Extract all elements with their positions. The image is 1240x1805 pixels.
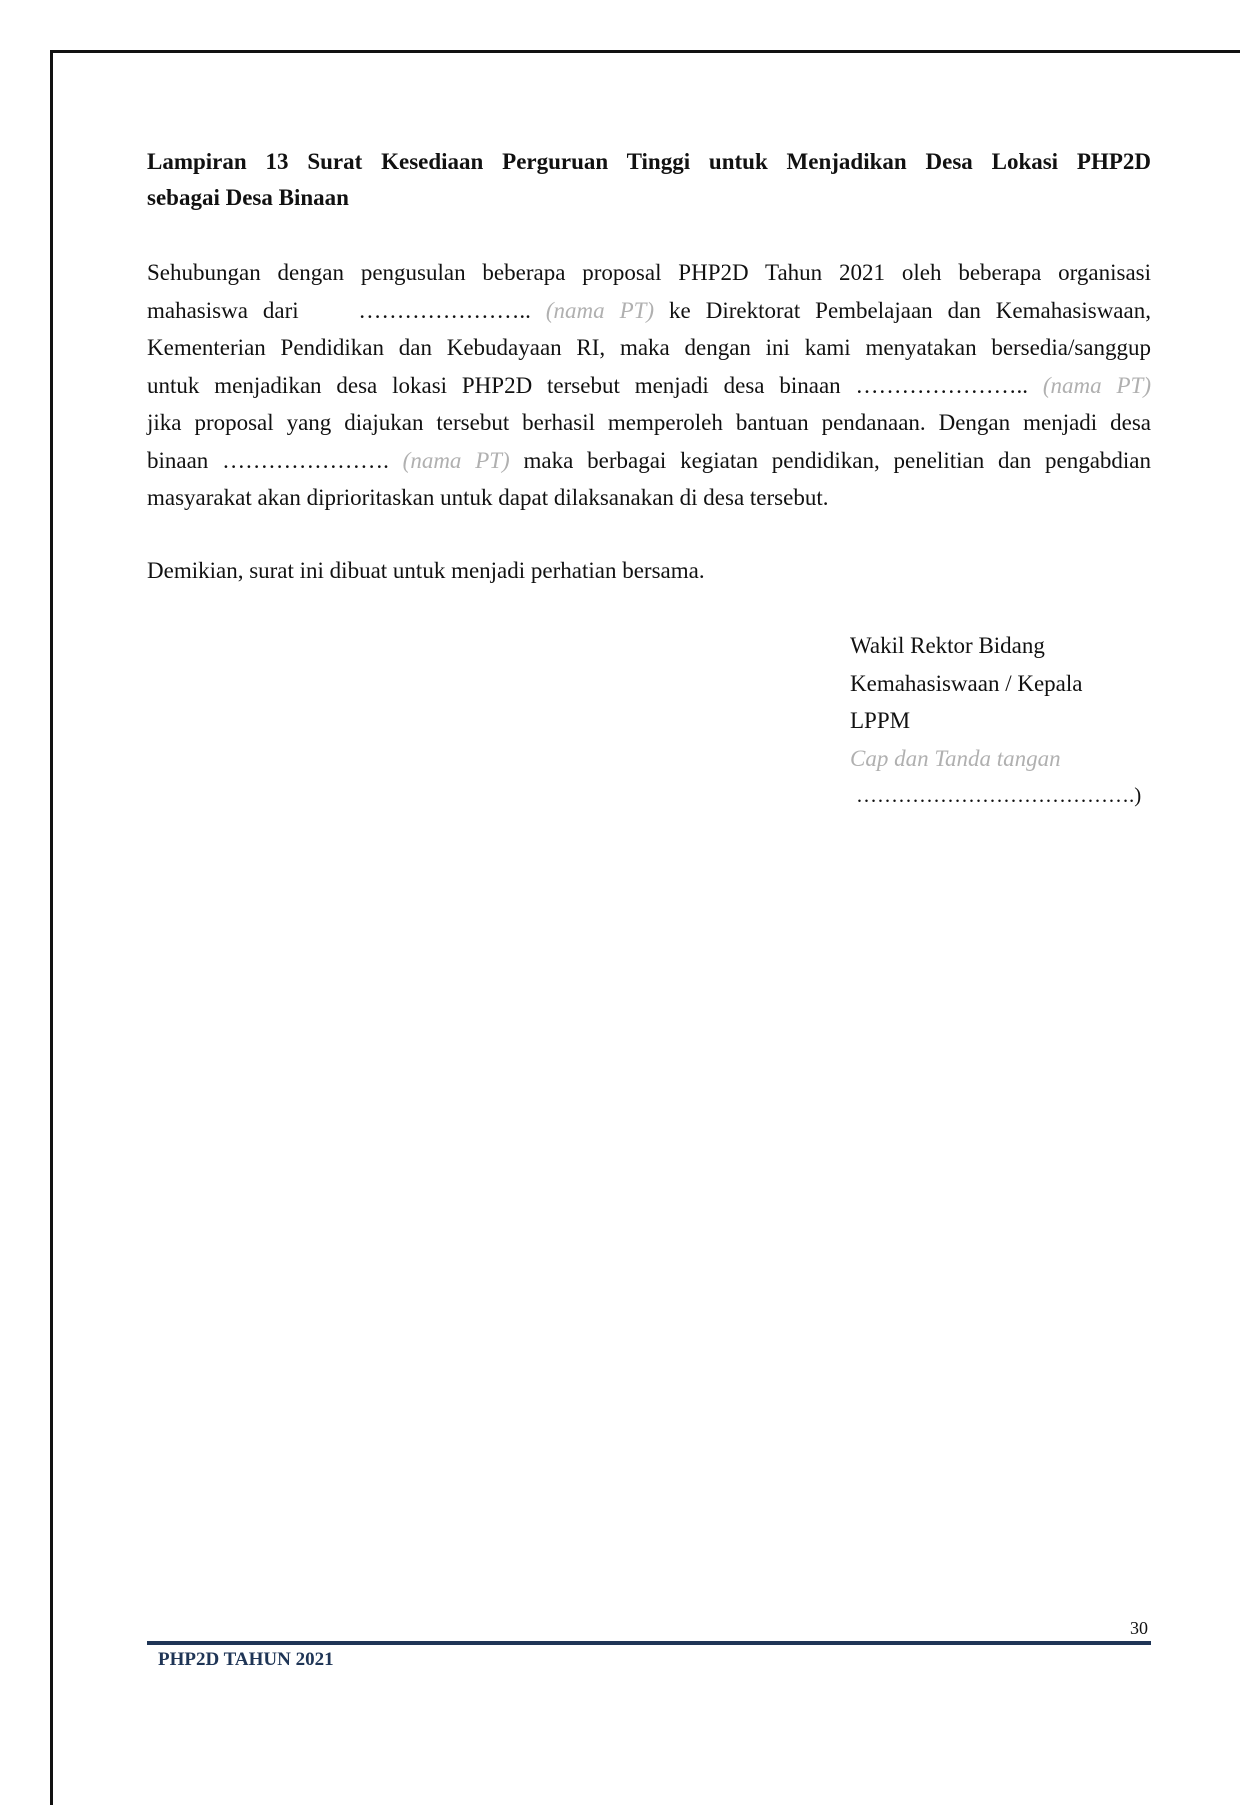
body-line-3: Kementerian Pendidikan dan Kebudayaan RI, maka dengan ini kami menyatakan bersedia/sanggup (147, 335, 1151, 360)
body-line-7: masyarakat akan diprioritaskan untuk dapat dilaksanakan di desa tersebut. (147, 485, 829, 510)
institution-name-dots-3: …………………. (222, 447, 389, 473)
body-line-5: jika proposal yang diajukan tersebut berhasil memperoleh bantuan pendanaan. Dengan menjadi desa (147, 410, 1151, 435)
institution-name-placeholder-2: (nama PT) (1042, 372, 1152, 398)
signatory-title-line-2: Kemahasiswaan / Kepala (850, 670, 1083, 696)
heading-line-1: Lampiran 13 Surat Kesediaan Perguruan Tinggi untuk Menjadikan Desa Lokasi PHP2D (147, 149, 1151, 174)
attachment-heading (147, 144, 1151, 216)
heading-line-2: sebagai Desa Binaan (147, 185, 349, 210)
footer-title: PHP2D TAHUN 2021 (158, 1649, 334, 1670)
signatory-title-line-3: LPPM (850, 708, 911, 733)
body-line-2-start: mahasiswa dari (147, 297, 299, 323)
stamp-signature-placeholder: Cap dan Tanda tangan (850, 745, 1061, 771)
signatory-name-line: ………………………………….) (856, 783, 1142, 807)
body-line-6 (147, 442, 1151, 480)
institution-name-placeholder-3: (nama PT) (402, 447, 510, 473)
body-line-1: Sehubungan dengan pengusulan beberapa proposal PHP2D Tahun 2021 oleh beberapa organisasi (147, 260, 1151, 285)
institution-name-placeholder-1: (nama PT) (545, 297, 655, 323)
letter-body-paragraph (147, 254, 1151, 517)
body-line-2 (147, 292, 1151, 330)
signature-block (850, 627, 1141, 815)
body-line-2-end: ke Direktorat Pembelajaan dan Kemahasiswaan, (669, 297, 1151, 323)
footer-divider (147, 1641, 1151, 1645)
institution-name-dots-2: ………………….. (855, 372, 1029, 398)
body-line-4 (147, 367, 1151, 405)
institution-name-dots-1: ………………….. (358, 297, 531, 323)
body-line-6-start: binaan (147, 447, 209, 473)
signatory-title-line-1: Wakil Rektor Bidang (850, 633, 1045, 658)
page-number: 30 (1130, 1618, 1148, 1638)
body-line-4-start: untuk menjadikan desa lokasi PHP2D tersebut menjadi desa binaan (147, 372, 841, 398)
body-line-6-end: maka berbagai kegiatan pendidikan, penelitian dan pengabdian (523, 447, 1152, 473)
closing-sentence: Demikian, surat ini dibuat untuk menjadi perhatian bersama. (147, 558, 705, 583)
